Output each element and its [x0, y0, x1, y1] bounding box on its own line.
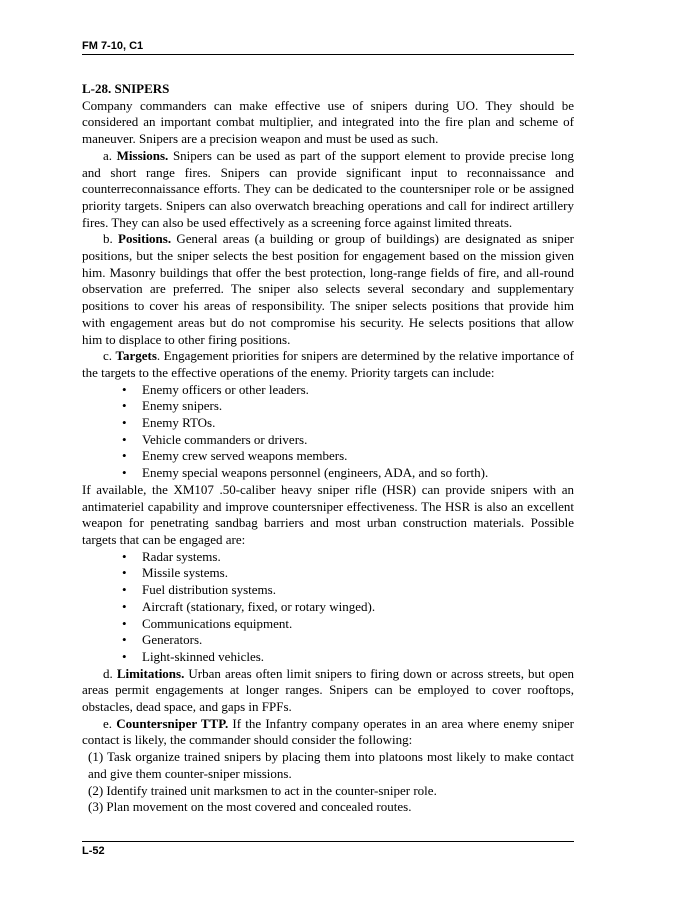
paragraph-positions — [82, 231, 574, 348]
list-item: • Enemy snipers. — [82, 398, 574, 415]
paragraph-text: If the Infantry company operates in an area where enemy sniper contact is likely, the commander should consider the following: — [82, 715, 574, 748]
priority-targets-list — [82, 382, 574, 482]
numbered-item: (1) Task organize trained snipers by placing them into platoons most likely to make contact and give them counter-sniper missions. — [88, 749, 574, 781]
list-item: • Light-skinned vehicles. — [82, 649, 574, 666]
paragraph-label: Countersniper TTP. — [116, 715, 229, 731]
numbered-item: (2) Identify trained unit marksmen to act in the counter-sniper role. — [88, 782, 437, 798]
section-intro: Company commanders can make effective use of snipers during UO. They should be considered an important combat multiplier, and integrated into the fire plan and scheme of maneuver. Snipers are a precision weapon and must be used as such. — [82, 97, 574, 147]
paragraph-hsr: If available, the XM107 .50-caliber heavy sniper rifle (HSR) can provide snipers with an antimateriel capability and improve countersniper effectiveness. The HSR is also an excellent weapon for penetrating sandbag barriers and most urban construction materials. Possible targets that can be engaged are: — [82, 481, 574, 547]
paragraph-missions — [82, 148, 574, 232]
paragraph-prefix: c. — [103, 348, 116, 364]
list-item: • Enemy officers or other leaders. — [82, 382, 574, 399]
paragraph-text: . Engagement priorities for snipers are determined by the relative importance of the targets to the effective operations of the enemy. Priority targets can include: — [82, 348, 574, 380]
paragraph-label: Missions. — [116, 147, 169, 163]
list-item: • Fuel distribution systems. — [82, 582, 574, 599]
paragraph-text: Snipers can be used as part of the support element to provide precise long and short range fires. Snipers can provide significant input to reconnaissance and counterreconnaissance efforts. They can be dedicated to the countersniper role or be assigned priority targets. Snipers can also overwatch breaching operations and call for indirect artillery fires. They can also be used effectively as a screening force against limited threats. — [82, 147, 574, 230]
list-item: • Enemy crew served weapons members. — [82, 448, 574, 465]
list-item: • Communications equipment. — [82, 616, 574, 633]
section-heading: L-28. SNIPERS — [82, 81, 170, 96]
list-item: • Vehicle commanders or drivers. — [82, 432, 574, 449]
paragraph-prefix: d. — [103, 665, 117, 681]
hsr-targets-list — [82, 549, 574, 666]
list-item: • Radar systems. — [82, 549, 574, 566]
document-page — [82, 0, 574, 899]
page-body — [82, 81, 574, 816]
list-item: • Missile systems. — [82, 565, 574, 582]
list-item: • Enemy special weapons personnel (engineers, ADA, and so forth). — [82, 465, 574, 482]
paragraph-text: Urban areas often limit snipers to firing down or across streets, but open areas permit engagements at longer ranges. Snipers can be employed to cover rooftops, obstacles, dead space, and gaps in FPFs. — [82, 665, 574, 715]
page-number: L-52 — [82, 845, 105, 857]
paragraph-prefix: a. — [103, 147, 117, 163]
paragraph-prefix: b. — [103, 231, 118, 247]
paragraph-limitations — [82, 666, 574, 716]
running-header: FM 7-10, C1 — [82, 40, 574, 55]
paragraph-targets — [82, 348, 574, 381]
list-item: • Enemy RTOs. — [82, 415, 574, 432]
list-item: • Aircraft (stationary, fixed, or rotary winged). — [82, 599, 574, 616]
paragraph-label: Positions. — [118, 231, 172, 247]
list-item: • Generators. — [82, 632, 574, 649]
paragraph-prefix: e. — [103, 715, 117, 731]
page-footer — [82, 841, 574, 858]
numbered-item: (3) Plan movement on the most covered and concealed routes. — [88, 799, 412, 815]
paragraph-countersniper — [82, 716, 574, 749]
paragraph-label: Targets — [115, 348, 157, 364]
paragraph-text: General areas (a building or group of buildings) are designated as sniper positions, but the sniper selects the best position for engagement based on the mission given him. Masonry buildings that offer the best protection, long-range fields of fire, and all-round observation are preferred. The sniper also selects several secondary and supplementary positions to cover his areas of responsibility. The sniper selects positions that provide him with engagement areas but do not compromise his security. He selects positions that allow him to displace to other firing positions. — [82, 231, 575, 347]
paragraph-label: Limitations. — [116, 665, 185, 681]
